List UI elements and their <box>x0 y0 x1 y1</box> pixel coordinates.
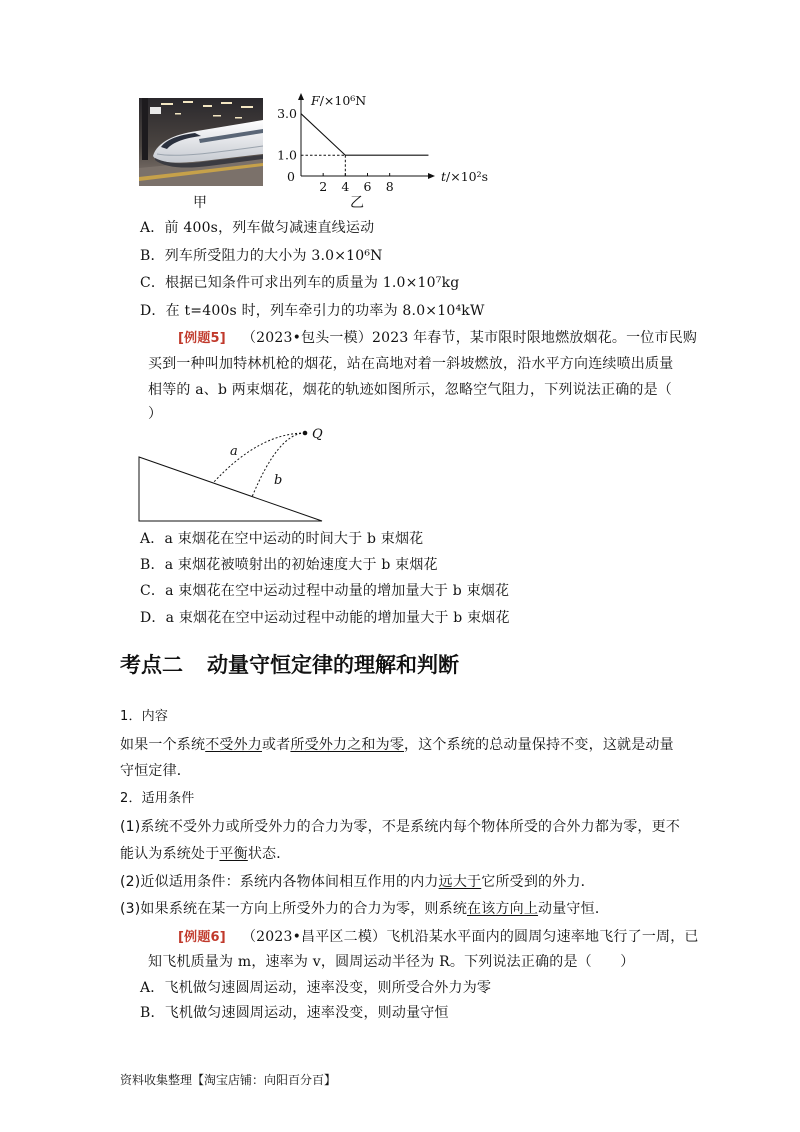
item1-heading: 1．内容 <box>120 709 169 724</box>
text-segment: 动量守恒． <box>538 901 610 917</box>
y-tick-label: 1.0 <box>277 147 297 163</box>
example6-line-1 <box>178 928 699 947</box>
example5-option-d: D．a 束烟花在空中运动过程中动能的增加量大于 b 束烟花 <box>140 610 510 626</box>
trajectory-a <box>213 433 305 483</box>
example5-tag: [例题5] <box>178 331 226 346</box>
x-tick-label: 2 <box>319 179 328 194</box>
item1-line-2: 守恒定律． <box>120 763 191 779</box>
train-photo <box>139 98 263 186</box>
launch-point-q <box>303 431 308 436</box>
underlined-term: 平衡 <box>219 846 248 862</box>
y-axis-arrow <box>298 93 304 100</box>
text-segment: 或者 <box>262 737 291 753</box>
station-sign <box>150 107 161 114</box>
text-segment: (2)近似适用条件：系统内各物体间相互作用的内力 <box>120 874 439 890</box>
condition-1-line-2 <box>120 845 290 863</box>
graph-caption: 乙 <box>350 195 364 211</box>
underlined-term: 所受外力之和为零 <box>290 737 405 753</box>
x-axis-arrow <box>428 173 435 179</box>
example6-option-b: B．飞机做匀速圆周运动，速率没变，则动量守恒 <box>140 1005 449 1021</box>
page-footer: 资料收集整理【淘宝店铺：向阳百分百】 <box>120 1073 337 1087</box>
text-segment: (3)如果系统在某一方向上所受外力的合力为零，则系统 <box>120 901 468 917</box>
underlined-term: 在该方向上 <box>467 901 539 917</box>
example6-option-a: A．飞机做匀速圆周运动，速率没变，则所受合外力为零 <box>140 980 492 996</box>
text-segment: 如果一个系统 <box>120 737 206 753</box>
text-segment: 能认为系统处于 <box>120 846 220 862</box>
x-tick-label: 8 <box>385 179 394 194</box>
force-time-line <box>301 114 428 156</box>
example6-text: （2023•昌平区二模）飞机沿某水平面内的圆周匀速率地飞行了一周，已 <box>241 929 699 945</box>
x-tick-label: 4 <box>341 179 350 194</box>
slope-triangle <box>139 457 322 521</box>
origin-label: 0 <box>287 169 295 184</box>
item2-heading: 2．适用条件 <box>120 791 195 806</box>
text-segment: 它所受到的外力． <box>481 874 595 890</box>
example5-option-b: B．a 束烟花被喷射出的初始速度大于 b 束烟花 <box>140 557 438 573</box>
label-a: a <box>230 444 238 459</box>
example5-option-c: C．a 束烟花在空中运动过程中动量的增加量大于 b 束烟花 <box>140 583 510 599</box>
underlined-term: 不受外力 <box>205 737 263 753</box>
condition-3 <box>120 900 609 918</box>
y-axis-label: F/×10⁶N <box>311 93 367 108</box>
condition-2 <box>120 873 595 891</box>
label-q: Q <box>312 427 323 442</box>
text-segment: 状态． <box>247 846 291 862</box>
x-axis-label: t/×10²s <box>441 169 489 184</box>
item1-line-1 <box>120 736 674 754</box>
example6-tag: [例题6] <box>178 930 226 945</box>
section-title: 动量守恒定律的理解和判断 <box>207 653 459 677</box>
fireworks-slope-diagram <box>130 420 340 530</box>
train-option-b: B．列车所受阻力的大小为 3.0×10⁶N <box>140 248 383 264</box>
underlined-term: 远大于 <box>438 874 482 890</box>
example5-option-a: A．a 束烟花在空中运动的时间大于 b 束烟花 <box>140 531 424 547</box>
force-time-graph <box>277 86 500 198</box>
section-number: 考点二 <box>120 653 183 677</box>
photo-caption: 甲 <box>193 195 207 211</box>
label-b: b <box>274 473 283 488</box>
pillar <box>142 98 148 160</box>
text-segment: ，这个系统的总动量保持不变，这就是动量 <box>404 737 674 753</box>
example5-line-1 <box>178 329 697 348</box>
train-option-d: D．在 t=400s 时，列车牵引力的功率为 8.0×10⁴kW <box>140 303 485 319</box>
example6-line-2: 知飞机质量为 m，速率为 v，圆周运动半径为 R。下列说法正确的是（ ） <box>148 954 635 970</box>
example5-line-2: 买到一种叫加特林机枪的烟花，站在高地对着一斜坡燃放，沿水平方向连续喷出质量 <box>148 356 674 372</box>
example5-line-4: ） <box>148 406 163 422</box>
section-heading <box>120 652 459 678</box>
train-option-c: C．根据已知条件可求出列车的质量为 1.0×10⁷kg <box>140 275 460 291</box>
example5-line-3: 相等的 a、b 两束烟花，烟花的轨迹如图所示，忽略空气阻力，下列说法正确的是（ <box>148 382 673 398</box>
example5-text: （2023•包头一模）2023 年春节，某市限时限地燃放烟花。一位市民购 <box>241 330 698 346</box>
x-tick-label: 6 <box>363 179 372 194</box>
y-tick-label: 3.0 <box>277 106 297 122</box>
train-option-a: A．前 400s，列车做匀减速直线运动 <box>140 220 375 236</box>
condition-1-line-1: (1)系统不受外力或所受外力的合力为零，不是系统内每个物体所受的合外力都为零，更不 <box>120 819 681 835</box>
